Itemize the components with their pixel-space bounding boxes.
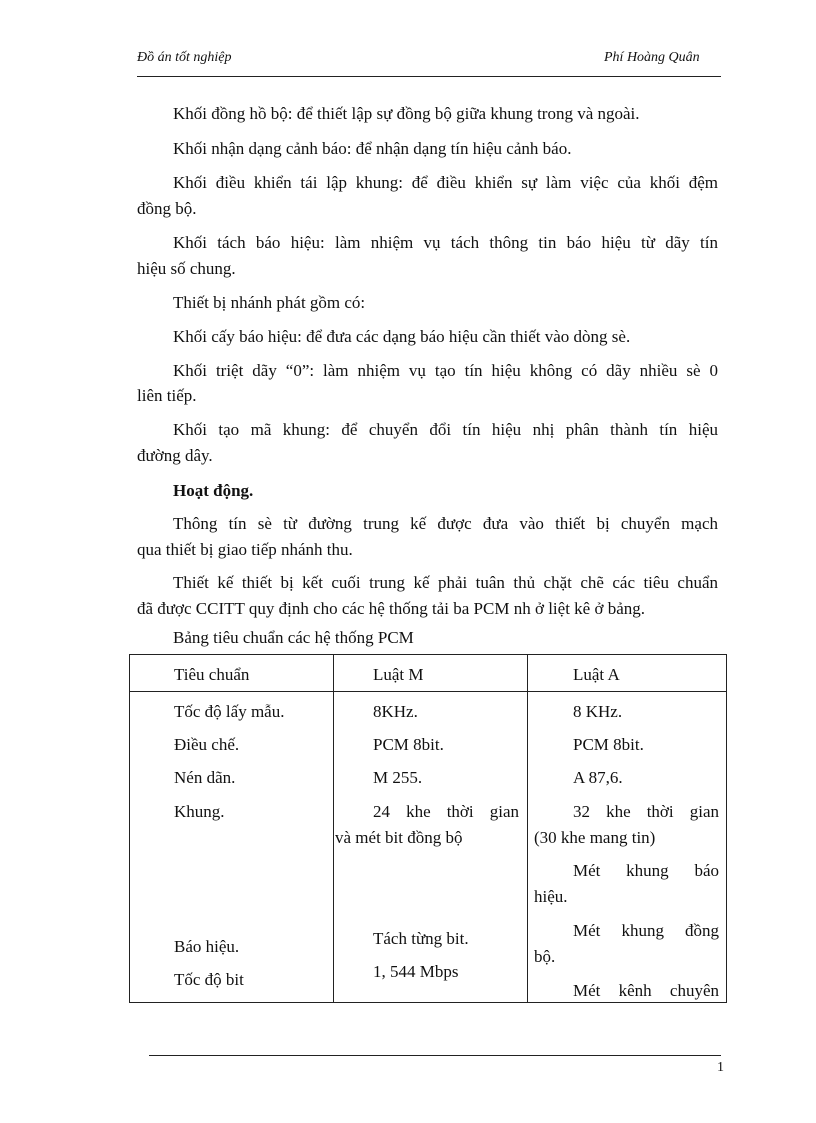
table-cell-mu-frame-line2: và mét bit đồng bộ <box>335 828 463 847</box>
paragraph-transmit-branch: Thiết bị nhánh phát gồm có: <box>173 293 366 312</box>
table-cell-frame: Khung. <box>174 802 225 821</box>
table-cell-a-signal-frame-line1: Mét khung báo <box>573 861 719 880</box>
table-caption: Bảng tiêu chuẩn các hệ thống PCM <box>173 628 414 647</box>
table-cell-mu-frame-line1: 24 khe thời gian <box>373 802 519 821</box>
table-cell-modulation: Điều chế. <box>174 735 240 754</box>
header-document-title: Đồ án tốt nghiệp <box>137 50 232 65</box>
table-cell-sampling-rate: Tốc độ lấy mẫu. <box>174 702 285 721</box>
paragraph-signal-extract-line2: hiệu số chung. <box>137 259 236 278</box>
table-cell-mu-bit-rate: 1, 544 Mbps <box>373 962 459 981</box>
table-cell-mu-sampling: 8KHz. <box>373 702 418 721</box>
table-cell-bit-rate: Tốc độ bit <box>174 970 244 989</box>
paragraph-line-code-line2: đường dây. <box>137 446 213 465</box>
table-cell-signaling: Báo hiệu. <box>174 937 240 956</box>
paragraph-signal-extract-line1: Khối tách báo hiệu: làm nhiệm vụ tách thông tin báo hiệu từ dãy tín <box>173 233 718 252</box>
paragraph-ccitt-line2: đã được CCITT quy định cho các hệ thống tải ba PCM nh ở liệt kê ở bảng. <box>137 599 645 618</box>
table-cell-a-companding: A 87,6. <box>573 768 623 787</box>
pcm-standards-table <box>129 654 727 1003</box>
paragraph-frame-control-line2: đồng bộ. <box>137 199 197 218</box>
table-column-separator-1 <box>333 655 334 1002</box>
header-author: Phí Hoàng Quân <box>604 50 700 65</box>
paragraph-zero-suppress-line1: Khối triệt dãy “0”: làm nhiệm vụ tạo tín hiệu không có dãy nhiều sè 0 <box>173 361 718 380</box>
table-header-criteria: Tiêu chuẩn <box>174 665 250 684</box>
table-cell-mu-companding: M 255. <box>373 768 423 787</box>
table-cell-a-sampling: 8 KHz. <box>573 702 623 721</box>
paragraph-line-code-line1: Khối tạo mã khung: để chuyển đổi tín hiệu nhị phân thành tín hiệu <box>173 420 718 439</box>
paragraph-ccitt-line1: Thiết kế thiết bị kết cuối trung kế phải tuân thủ chặt chẽ các tiêu chuẩn <box>173 573 718 592</box>
paragraph-operation-line2: qua thiết bị giao tiếp nhánh thu. <box>137 540 353 559</box>
paragraph-zero-suppress-line2: liên tiếp. <box>137 386 197 405</box>
table-cell-a-frame-line2: (30 khe mang tin) <box>534 828 656 847</box>
table-cell-a-modulation: PCM 8bit. <box>573 735 644 754</box>
paragraph-operation-line1: Thông tín sè từ đường trung kế được đưa vào thiết bị chuyển mạch <box>173 514 718 533</box>
table-header-mu-law: Luật M <box>373 665 424 684</box>
paragraph-alarm-detect: Khối nhận dạng cảnh báo: để nhận dạng tín hiệu cảnh báo. <box>173 139 572 158</box>
paragraph-frame-control-line1: Khối điều khiển tái lập khung: để điều khiển sự làm việc của khối đệm <box>173 173 718 192</box>
header-rule <box>137 76 721 77</box>
section-heading-operation: Hoạt động. <box>173 481 254 500</box>
table-cell-a-signal-frame-line2: hiệu. <box>534 887 568 906</box>
table-cell-a-sync-frame-line1: Mét khung đồng <box>573 921 719 940</box>
table-cell-mu-modulation: PCM 8bit. <box>373 735 444 754</box>
table-header-a-law: Luật A <box>573 665 620 684</box>
page-number: 1 <box>717 1060 724 1075</box>
table-cell-a-sync-frame-line2: bộ. <box>534 947 556 966</box>
footer-rule <box>149 1055 721 1056</box>
paragraph-signal-insert: Khối cấy báo hiệu: để đưa các dạng báo hiệu cần thiết vào dòng sè. <box>173 327 631 346</box>
table-cell-mu-signaling: Tách từng bit. <box>373 929 469 948</box>
table-header-separator <box>130 691 726 692</box>
paragraph-sync-clock: Khối đồng hồ bộ: để thiết lập sự đồng bộ giữa khung trong và ngoài. <box>173 104 640 123</box>
table-cell-a-frame-line1: 32 khe thời gian <box>573 802 719 821</box>
table-cell-a-dedicated-channel: Mét kênh chuyên <box>573 981 719 1000</box>
table-cell-companding: Nén dãn. <box>174 768 236 787</box>
table-column-separator-2 <box>527 655 528 1002</box>
